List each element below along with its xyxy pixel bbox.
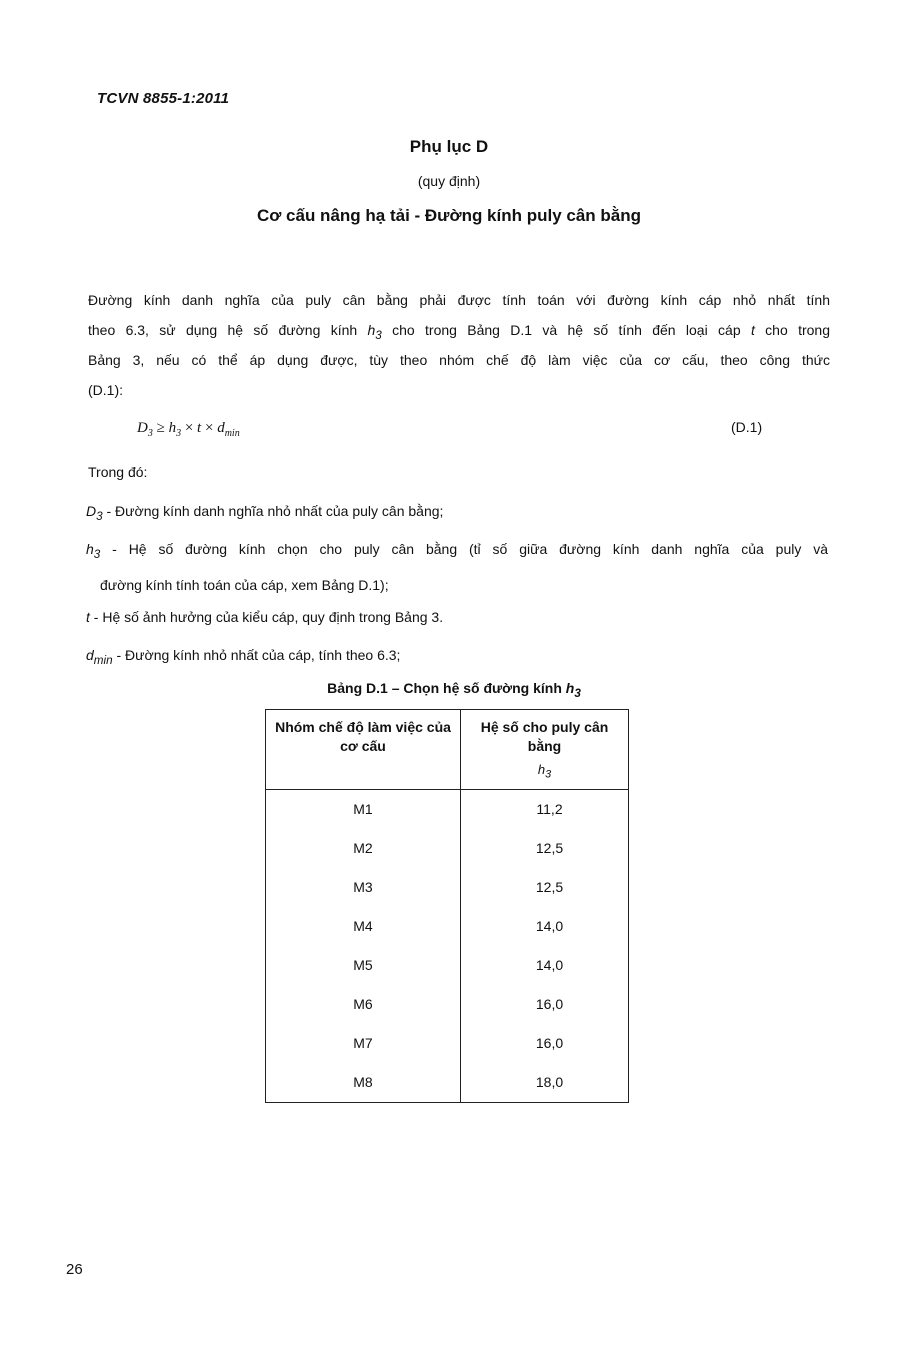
table-row [266, 789, 629, 829]
formula-d1 [137, 420, 240, 439]
caption-h-subscript: 3 [574, 686, 581, 700]
table-d1 [265, 709, 629, 1103]
page-number: 26 [66, 1261, 83, 1278]
table-row [266, 1063, 629, 1103]
intro-line-2-part-b: cho trong Bảng D.1 và hệ số tính đến loại cáp [381, 322, 751, 338]
h3-text: - Hệ số đường kính chọn cho puly cân bằng (tỉ số giữa đường kính danh nghĩa của puly và [100, 541, 828, 557]
group-cell: M6 [266, 985, 461, 1024]
table-row [266, 907, 629, 946]
definition-t [86, 602, 443, 633]
annex-title: Cơ cấu nâng hạ tải - Đường kính puly cân bằng [256, 206, 642, 225]
intro-line-4: (D.1): [88, 382, 123, 398]
formula-h: h [168, 420, 177, 436]
D3-subscript: 3 [96, 509, 103, 523]
h3-subscript: 3 [93, 547, 101, 561]
D3-text: - Đường kính danh nghĩa nhỏ nhất của puly cân bằng; [102, 503, 444, 519]
dmin-symbol: d [86, 647, 94, 663]
formula-times: × [201, 420, 218, 436]
equation-number: (D.1) [731, 419, 763, 435]
formula-d: d [217, 420, 225, 436]
h3-line-1 [86, 534, 828, 570]
annex-label: Phụ lục D [409, 137, 489, 156]
group-cell: M5 [266, 946, 461, 985]
coefficient-header-symbol [467, 760, 622, 785]
t-text: - Hệ số ảnh hưởng của kiểu cáp, quy định trong Bảng 3. [89, 609, 444, 625]
definition-h3 [86, 534, 828, 601]
group-cell: M3 [266, 868, 461, 907]
value-cell: 16,0 [461, 985, 629, 1024]
value-cell: 12,5 [461, 829, 629, 868]
intro-line-2-part-a: theo 6.3, sử dụng hệ số đường kính [88, 322, 368, 338]
coefficient-header-text: Hệ số cho puly cân bằng [480, 719, 609, 754]
intro-line-3: Bảng 3, nếu có thể áp dụng được, tùy theo nhóm chế độ làm việc của cơ cấu, theo công thức [88, 352, 830, 368]
table-row [266, 1024, 629, 1063]
formula-t: t [197, 420, 202, 436]
t-symbol: t [86, 609, 90, 625]
h-subscript: 3 [375, 328, 382, 342]
table-caption [0, 680, 898, 700]
intro-paragraph [88, 285, 830, 405]
formula-d-subscript: min [224, 428, 240, 439]
where-label: Trong đó: [88, 464, 148, 480]
header-h-letter: h [537, 762, 546, 777]
t-symbol: t [750, 322, 755, 338]
standard-header: TCVN 8855-1:2011 [97, 90, 230, 107]
table-row [266, 829, 629, 868]
group-cell: M4 [266, 907, 461, 946]
dmin-subscript: min [93, 653, 113, 667]
header-h-subscript: 3 [545, 768, 552, 781]
table-row [266, 985, 629, 1024]
h3-symbol: h [86, 541, 94, 557]
formula-relation: ≥ [152, 420, 169, 436]
table-caption-text: Bảng D.1 – Chọn hệ số đường kính [327, 680, 566, 696]
group-cell: M2 [266, 829, 461, 868]
formula-D: D [137, 420, 148, 436]
group-cell: M1 [266, 789, 461, 829]
intro-line-1: Đường kính danh nghĩa của puly cân bằng phải được tính toán với đường kính cáp nhỏ nhất tính [88, 292, 830, 308]
dmin-text: - Đường kính nhỏ nhất của cáp, tính theo 6.3; [112, 647, 401, 663]
table-row [266, 868, 629, 907]
table-header-row [266, 710, 629, 790]
formula-h-subscript: 3 [176, 428, 182, 439]
formula-D-subscript: 3 [147, 428, 153, 439]
column-header-group: Nhóm chế độ làm việc của cơ cấu [266, 710, 461, 790]
h-letter: h [367, 322, 376, 338]
value-cell: 18,0 [461, 1063, 629, 1103]
intro-line-2-part-c: cho trong [754, 322, 830, 338]
value-cell: 16,0 [461, 1024, 629, 1063]
D3-symbol: D [86, 503, 97, 519]
group-cell: M8 [266, 1063, 461, 1103]
value-cell: 12,5 [461, 868, 629, 907]
h3-continuation: đường kính tính toán của cáp, xem Bảng D.1); [100, 576, 389, 593]
caption-h-symbol: h [565, 680, 575, 696]
column-header-coefficient [461, 710, 629, 790]
table-row [266, 946, 629, 985]
group-cell: M7 [266, 1024, 461, 1063]
definition-D3 [86, 496, 443, 532]
formula-times: × [181, 420, 198, 436]
definition-dmin [86, 640, 400, 676]
value-cell: 14,0 [461, 907, 629, 946]
value-cell: 11,2 [461, 789, 629, 829]
h3-symbol [367, 322, 382, 342]
annex-status: (quy định) [417, 173, 481, 189]
value-cell: 14,0 [461, 946, 629, 985]
intro-line-2 [88, 315, 830, 345]
